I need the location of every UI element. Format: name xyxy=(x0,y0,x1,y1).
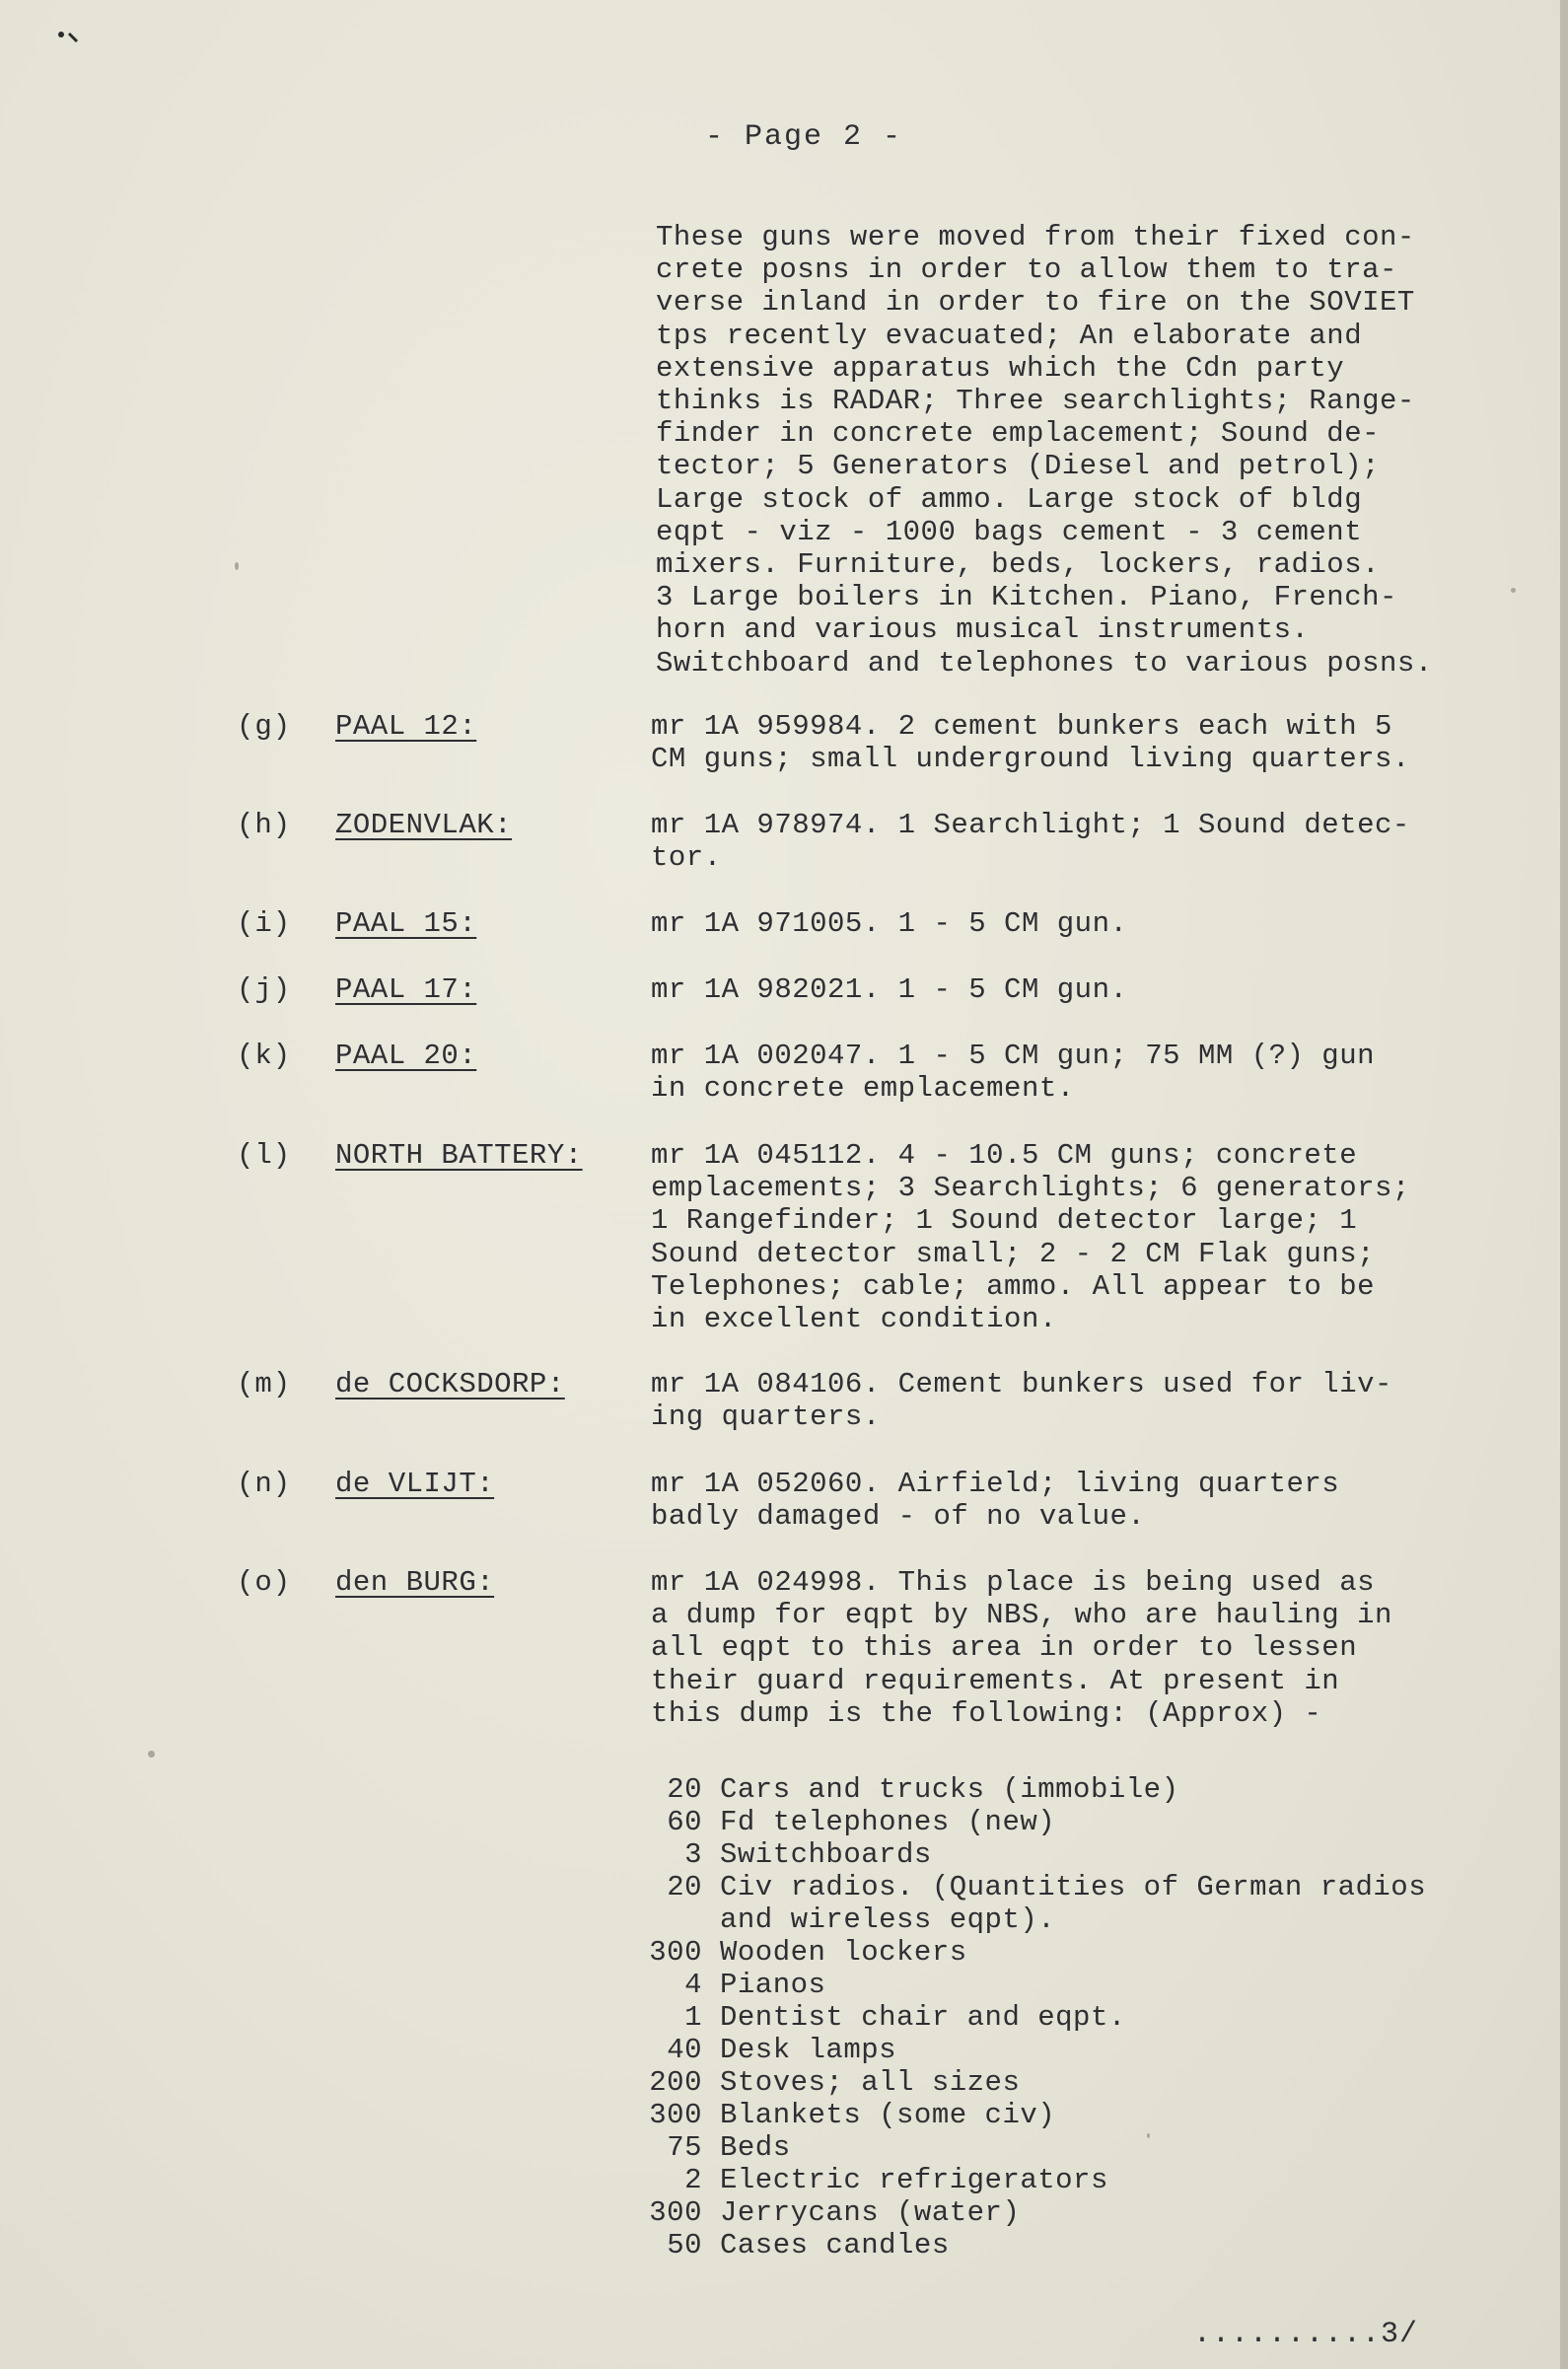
paper-speck xyxy=(148,1751,155,1758)
inventory-qty: 3 xyxy=(684,1838,702,1871)
inventory-row xyxy=(0,1969,1568,2001)
entry-location: NORTH BATTERY: xyxy=(335,1139,583,1172)
entry-location: de VLIJT: xyxy=(335,1468,495,1500)
inventory-row xyxy=(0,2099,1568,2131)
inventory-qty: 20 xyxy=(667,1773,702,1806)
entry-letter: (h) xyxy=(237,809,292,841)
entry-text: mr 1A 971005. 1 - 5 CM gun. xyxy=(651,907,1128,940)
entry-location: PAAL 15: xyxy=(335,907,477,940)
inventory-row xyxy=(0,1773,1568,1806)
inventory-row xyxy=(0,1838,1568,1871)
inventory-qty: 75 xyxy=(667,2131,702,2164)
inventory-qty: 300 xyxy=(649,1936,702,1969)
inventory-desc: Pianos xyxy=(720,1969,826,2001)
inventory-desc: Electric refrigerators xyxy=(720,2164,1108,2196)
inventory-qty: 50 xyxy=(667,2229,702,2261)
inventory-qty: 2 xyxy=(684,2164,702,2196)
inventory-desc: Stoves; all sizes xyxy=(720,2066,1021,2099)
inventory-qty: 40 xyxy=(667,2034,702,2066)
intro-paragraph: These guns were moved from their fixed con- crete posns in order to allow them to tra- verse inland in order to fire on the SOVIET tps recently evacuated; An elaborate and extensive apparatus which the Cdn party thinks is RADAR; Three searchlights; Range- finder in concrete emplacement; Sound de- tector; 5 Generators (Diesel and petrol); Large stock of ammo. Large stock of bldg eqpt - viz - 1000 bags cement - 3 cement mixers. Furniture, beds, lockers, radios. 3 Large boilers in Kitchen. Piano, French- horn and various musical instruments. Switchboard and telephones to various posns. xyxy=(656,221,1433,680)
inventory-row xyxy=(0,2196,1568,2229)
entry-text: mr 1A 959984. 2 cement bunkers each with 5 CM guns; small underground living quarters. xyxy=(651,710,1410,776)
inventory-qty: 1 xyxy=(684,2001,702,2034)
inventory-row xyxy=(0,1806,1568,1838)
continuation-marker: ..........3/ xyxy=(1193,2318,1419,2351)
entry-letter: (l) xyxy=(237,1139,292,1172)
entry-text: mr 1A 052060. Airfield; living quarters badly damaged - of no value. xyxy=(651,1468,1340,1534)
inventory-desc: Jerrycans (water) xyxy=(720,2196,1021,2229)
inventory-desc: Cases candles xyxy=(720,2229,950,2261)
entry-location: ZODENVLAK: xyxy=(335,809,513,841)
page-header: - Page 2 - xyxy=(704,120,903,154)
inventory-desc: Cars and trucks (immobile) xyxy=(720,1773,1179,1806)
inventory-qty: 4 xyxy=(684,1969,702,2001)
entry-letter: (g) xyxy=(237,710,292,743)
inventory-desc: Blankets (some civ) xyxy=(720,2099,1056,2131)
inventory-row xyxy=(0,2131,1568,2164)
inventory-qty: 60 xyxy=(667,1806,702,1838)
inventory-qty: 20 xyxy=(667,1871,702,1903)
inventory-desc: Desk lamps xyxy=(720,2034,897,2066)
inventory-desc: Dentist chair and eqpt. xyxy=(720,2001,1126,2034)
inventory-desc: Switchboards xyxy=(720,1838,932,1871)
entry-location: PAAL 20: xyxy=(335,1040,477,1072)
entry-letter: (m) xyxy=(237,1368,292,1400)
inventory-qty: 300 xyxy=(649,2099,702,2131)
entry-location: de COCKSDORP: xyxy=(335,1368,565,1400)
entry-text: mr 1A 084106. Cement bunkers used for liv- ing quarters. xyxy=(651,1368,1392,1434)
inventory-desc: Wooden lockers xyxy=(720,1936,967,1969)
entry-letter: (n) xyxy=(237,1468,292,1500)
inventory-desc: and wireless eqpt). xyxy=(720,1903,1056,1936)
inventory-desc: Beds xyxy=(720,2131,791,2164)
entry-letter: (o) xyxy=(237,1566,292,1599)
entry-text: mr 1A 002047. 1 - 5 CM gun; 75 MM (?) gun in concrete emplacement. xyxy=(651,1040,1376,1106)
entry-text: mr 1A 024998. This place is being used as a dump for eqpt by NBS, who are hauling in all eqpt to this area in order to lessen their guard requirements. At present in this dump is the following: (Approx) - xyxy=(651,1566,1392,1730)
inventory-qty: 200 xyxy=(649,2066,702,2099)
inventory-row xyxy=(0,2066,1568,2099)
inventory-row xyxy=(0,2001,1568,2034)
inventory-row xyxy=(0,1936,1568,1969)
inventory-row xyxy=(0,2229,1568,2261)
inventory-row xyxy=(0,2164,1568,2196)
ink-mark-icon xyxy=(57,30,79,43)
inventory-row xyxy=(0,1871,1568,1903)
entry-location: den BURG: xyxy=(335,1566,495,1599)
inventory-row xyxy=(0,1903,1568,1936)
inventory-desc: Fd telephones (new) xyxy=(720,1806,1056,1838)
entry-location: PAAL 12: xyxy=(335,710,477,743)
entry-text: mr 1A 982021. 1 - 5 CM gun. xyxy=(651,973,1128,1006)
entry-location: PAAL 17: xyxy=(335,973,477,1006)
inventory-desc: Civ radios. (Quantities of German radios xyxy=(720,1871,1427,1903)
inventory-qty: 300 xyxy=(649,2196,702,2229)
inventory-row xyxy=(0,2034,1568,2066)
entry-letter: (i) xyxy=(237,907,292,940)
entry-letter: (j) xyxy=(237,973,292,1006)
entry-text: mr 1A 045112. 4 - 10.5 CM guns; concrete emplacements; 3 Searchlights; 6 generators; 1 Rangefinder; 1 Sound detector large; 1 Sound detector small; 2 - 2 CM Flak guns; Telephones; cable; ammo. All appear to be in excellent condition. xyxy=(651,1139,1410,1336)
paper-speck xyxy=(235,562,239,570)
entry-text: mr 1A 978974. 1 Searchlight; 1 Sound detec- tor. xyxy=(651,809,1410,875)
entry-letter: (k) xyxy=(237,1040,292,1072)
